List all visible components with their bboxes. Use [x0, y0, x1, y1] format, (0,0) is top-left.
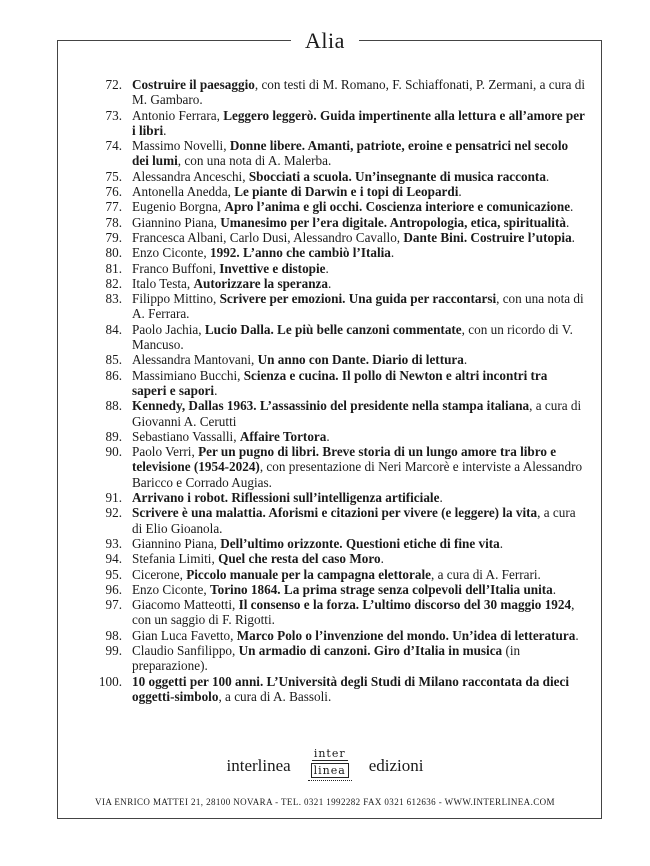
book-title: Marco Polo o l’invenzione del mondo. Un’idea di letteratura: [236, 627, 576, 643]
publisher-address: VIA ENRICO MATTEI 21, 28100 NOVARA - TEL. 0321 1992282 FAX 0321 612636 - WWW.INTERLINEA.COM: [95, 797, 555, 807]
item-detail: Giacomo Matteotti,: [132, 597, 239, 613]
book-title: Umanesimo per l’era digitale. Antropologia, etica, spiritualità: [220, 214, 566, 230]
list-item: [92, 276, 585, 291]
item-detail: Filippo Mittino,: [132, 291, 220, 307]
item-number: 100.: [98, 673, 122, 689]
book-title: Scrivere per emozioni. Una guida per raccontarsi: [219, 291, 497, 307]
item-detail: .: [458, 184, 462, 200]
item-number: 96.: [105, 581, 122, 597]
book-title: Kennedy, Dallas 1963. L’assassinio del presidente nella stampa italiana: [132, 398, 530, 414]
list-item: [92, 444, 585, 490]
item-number: 79.: [105, 229, 122, 245]
list-item: [92, 199, 585, 214]
book-title: Quel che resta del caso Moro: [218, 551, 381, 567]
item-text: [132, 368, 585, 399]
list-item: [92, 551, 585, 566]
list-item: [92, 108, 585, 139]
item-detail: Massimiano Bucchi,: [132, 367, 244, 383]
book-title: Sbocciati a scuola. Un’insegnante di musica racconta: [248, 168, 546, 184]
item-text: [132, 322, 585, 353]
item-text: [132, 582, 585, 597]
list-item: [92, 505, 585, 536]
item-detail: Eugenio Borgna,: [132, 199, 225, 215]
item-text: [132, 169, 585, 184]
item-detail: Giannino Piana,: [132, 214, 221, 230]
book-title: Le piante di Darwin e i topi di Leopardi: [234, 184, 459, 200]
item-detail: Antonella Anedda,: [132, 184, 235, 200]
item-text: [132, 291, 585, 322]
item-number: 77.: [105, 199, 122, 215]
publisher-suffix: edizioni: [368, 756, 424, 775]
item-detail: , con presentazione di Neri Marcorè e interviste a Alessandro Baricco e Corrado Augias.: [132, 459, 583, 490]
book-title: Lucio Dalla. Le più belle canzoni commentate: [204, 321, 462, 337]
item-detail: .: [463, 352, 468, 368]
book-title: Apro l’anima e gli occhi. Coscienza interiore e comunicazione: [224, 199, 571, 215]
list-item: [92, 184, 585, 199]
item-number: 80.: [105, 245, 122, 261]
item-number: 86.: [105, 367, 122, 383]
item-number: 75.: [105, 168, 122, 184]
item-detail: Giannino Piana,: [132, 535, 221, 551]
item-text: [132, 77, 585, 108]
item-detail: Antonio Ferrara,: [132, 107, 224, 123]
list-item: [92, 582, 585, 597]
item-number: 97.: [105, 597, 122, 613]
item-number: 81.: [105, 260, 122, 276]
item-detail: Alessandra Anceschi,: [132, 168, 249, 184]
item-number: 90.: [105, 444, 122, 460]
item-text: [132, 490, 585, 505]
item-detail: .: [575, 627, 579, 643]
item-detail: Francesca Albani, Carlo Dusi, Alessandro Cavallo,: [132, 229, 404, 245]
item-detail: Italo Testa,: [132, 275, 194, 291]
list-item: [92, 490, 585, 505]
item-detail: Paolo Jachia,: [132, 321, 205, 337]
item-detail: .: [163, 122, 167, 138]
item-detail: .: [499, 535, 504, 551]
item-detail: (in preparazione).: [132, 642, 521, 674]
item-detail: Gian Luca Favetto,: [132, 627, 237, 643]
item-text: [132, 597, 585, 628]
item-number: 94.: [105, 551, 122, 567]
item-detail: Enzo Ciconte,: [132, 581, 211, 597]
list-item: [92, 215, 585, 230]
list-item: [92, 398, 585, 429]
book-title: Leggero leggerò. Guida impertinente alla lettura e all’amore per i libri: [132, 107, 585, 138]
item-text: [132, 245, 585, 260]
item-number: 98.: [105, 627, 122, 643]
item-text: [132, 551, 585, 566]
book-title: Scrivere è una malattia. Aforismi e citazioni per vivere (e leggere) la vita: [132, 505, 538, 521]
book-title: Arrivano i robot. Riflessioni sull’intelligenza artificiale: [132, 490, 440, 506]
item-text: [132, 643, 585, 674]
item-detail: .: [439, 490, 443, 506]
item-number: 99.: [105, 642, 122, 658]
item-detail: Massimo Novelli,: [132, 138, 230, 154]
logo-line-top: inter: [313, 746, 346, 760]
book-title: Un anno con Dante. Diario di lettura: [257, 352, 464, 368]
list-item: [92, 536, 585, 551]
item-detail: , a cura di A. Ferrari.: [430, 566, 541, 582]
item-text: [132, 276, 585, 291]
book-title: Autorizzare la speranza: [193, 275, 328, 291]
list-item: [92, 597, 585, 628]
item-detail: .: [325, 260, 329, 276]
item-detail: Franco Buffoni,: [132, 260, 220, 276]
publisher-name: interlinea: [226, 756, 291, 775]
item-detail: .: [326, 428, 330, 444]
item-number: 93.: [105, 535, 122, 551]
item-number: 72.: [105, 77, 122, 92]
list-item: [92, 368, 585, 399]
list-item: [92, 628, 585, 643]
item-detail: , con una nota di A. Malerba.: [177, 153, 332, 169]
book-title: 10 oggetti per 100 anni. L’Università degli Studi di Milano raccontata da dieci oggetti-simbolo: [132, 673, 570, 704]
list-item: [92, 230, 585, 245]
item-text: [132, 215, 585, 230]
book-title: Per un pugno di libri. Breve storia di un lungo amore tra libro e televisione (1954-2024): [132, 444, 557, 475]
item-number: 78.: [105, 214, 122, 230]
logo-line-bottom: linea: [311, 763, 349, 778]
item-detail: Claudio Sanfilippo,: [132, 642, 239, 658]
item-text: [132, 261, 585, 276]
item-number: 89.: [105, 428, 122, 444]
item-detail: .: [390, 245, 395, 261]
item-number: 91.: [105, 490, 122, 506]
item-detail: Cicerone,: [132, 566, 187, 582]
item-detail: .: [565, 214, 570, 230]
list-item: [92, 261, 585, 276]
list-item: [92, 567, 585, 582]
book-title: Il consenso e la forza. L’ultimo discorso del 30 maggio 1924: [238, 597, 572, 613]
item-detail: .: [328, 275, 332, 291]
item-text: [132, 444, 585, 490]
list-item: [92, 674, 585, 705]
item-detail: , con un saggio di F. Rigotti.: [132, 597, 575, 628]
list-item: [92, 643, 585, 674]
item-number: 82.: [105, 275, 122, 291]
item-detail: Enzo Ciconte,: [132, 245, 211, 261]
item-number: 73.: [105, 107, 122, 123]
item-text: [132, 536, 585, 551]
item-detail: , a cura di Elio Gioanola.: [132, 505, 576, 536]
item-detail: , a cura di A. Bassoli.: [218, 688, 332, 704]
item-text: [132, 398, 585, 429]
list-item: [92, 322, 585, 353]
item-text: [132, 199, 585, 214]
item-number: 74.: [105, 138, 122, 154]
item-detail: , con testi di M. Romano, F. Schiaffonati, P. Zermani, a cura di M. Gambaro.: [132, 77, 586, 108]
item-detail: .: [552, 581, 557, 597]
item-number: 83.: [105, 291, 122, 307]
list-item: [92, 169, 585, 184]
page-title: [0, 27, 650, 55]
item-text: [132, 108, 585, 139]
publisher-block: [0, 746, 650, 786]
item-number: 92.: [105, 505, 122, 521]
item-detail: , a cura di Giovanni A. Cerutti: [132, 398, 582, 429]
book-title: Invettive e distopie: [219, 260, 326, 276]
item-text: [132, 230, 585, 245]
item-text: [132, 429, 585, 444]
book-title: Torino 1864. La prima strage senza colpevoli dell’Italia unita: [210, 581, 553, 597]
list-item: [92, 429, 585, 444]
item-text: [132, 674, 585, 705]
book-title: Dell’ultimo orizzonte. Questioni etiche di fine vita: [220, 535, 500, 551]
book-title: Dante Bini. Costruire l’utopia: [403, 229, 572, 245]
book-title: Donne libere. Amanti, patriote, eroine e pensatrici nel secolo dei lumi: [132, 138, 569, 169]
book-title: 1992. L’anno che cambiò l’Italia: [210, 245, 391, 261]
item-detail: , con una nota di A. Ferrara.: [132, 291, 584, 322]
list-item: [92, 245, 585, 260]
item-detail: Paolo Verri,: [132, 444, 199, 460]
list-item: [92, 77, 585, 108]
item-number: 88.: [105, 398, 122, 414]
item-text: [132, 505, 585, 536]
series-title: Alia: [291, 28, 359, 53]
item-detail: .: [570, 199, 574, 215]
book-title: Piccolo manuale per la campagna elettorale: [186, 566, 431, 582]
list-item: [92, 291, 585, 322]
list-item: [92, 138, 585, 169]
item-detail: .: [214, 382, 218, 398]
list-item: [92, 352, 585, 367]
book-title: Un armadio di canzoni. Giro d’Italia in musica: [238, 642, 503, 658]
item-detail: .: [571, 229, 575, 245]
item-text: [132, 567, 585, 582]
item-detail: Sebastiano Vassalli,: [132, 428, 240, 444]
item-text: [132, 184, 585, 199]
item-text: [132, 138, 585, 169]
item-detail: , con un ricordo di V. Mancuso.: [132, 321, 573, 353]
item-detail: .: [545, 168, 550, 184]
logo-ornament: [308, 780, 352, 785]
item-text: [132, 628, 585, 643]
item-number: 84.: [105, 321, 122, 337]
publisher-logo: [301, 746, 359, 786]
item-number: 95.: [105, 566, 122, 582]
item-text: [132, 352, 585, 367]
book-title: Affaire Tortora: [239, 428, 327, 444]
item-detail: Stefania Limiti,: [132, 551, 219, 567]
item-detail: .: [380, 551, 384, 567]
item-detail: Alessandra Mantovani,: [132, 352, 258, 368]
item-number: 85.: [105, 352, 122, 368]
book-list: [92, 77, 585, 704]
book-title: Scienza e cucina. Il pollo di Newton e altri incontri tra saperi e sapori: [132, 367, 548, 398]
book-title: Costruire il paesaggio: [132, 77, 255, 92]
item-number: 76.: [105, 184, 122, 200]
